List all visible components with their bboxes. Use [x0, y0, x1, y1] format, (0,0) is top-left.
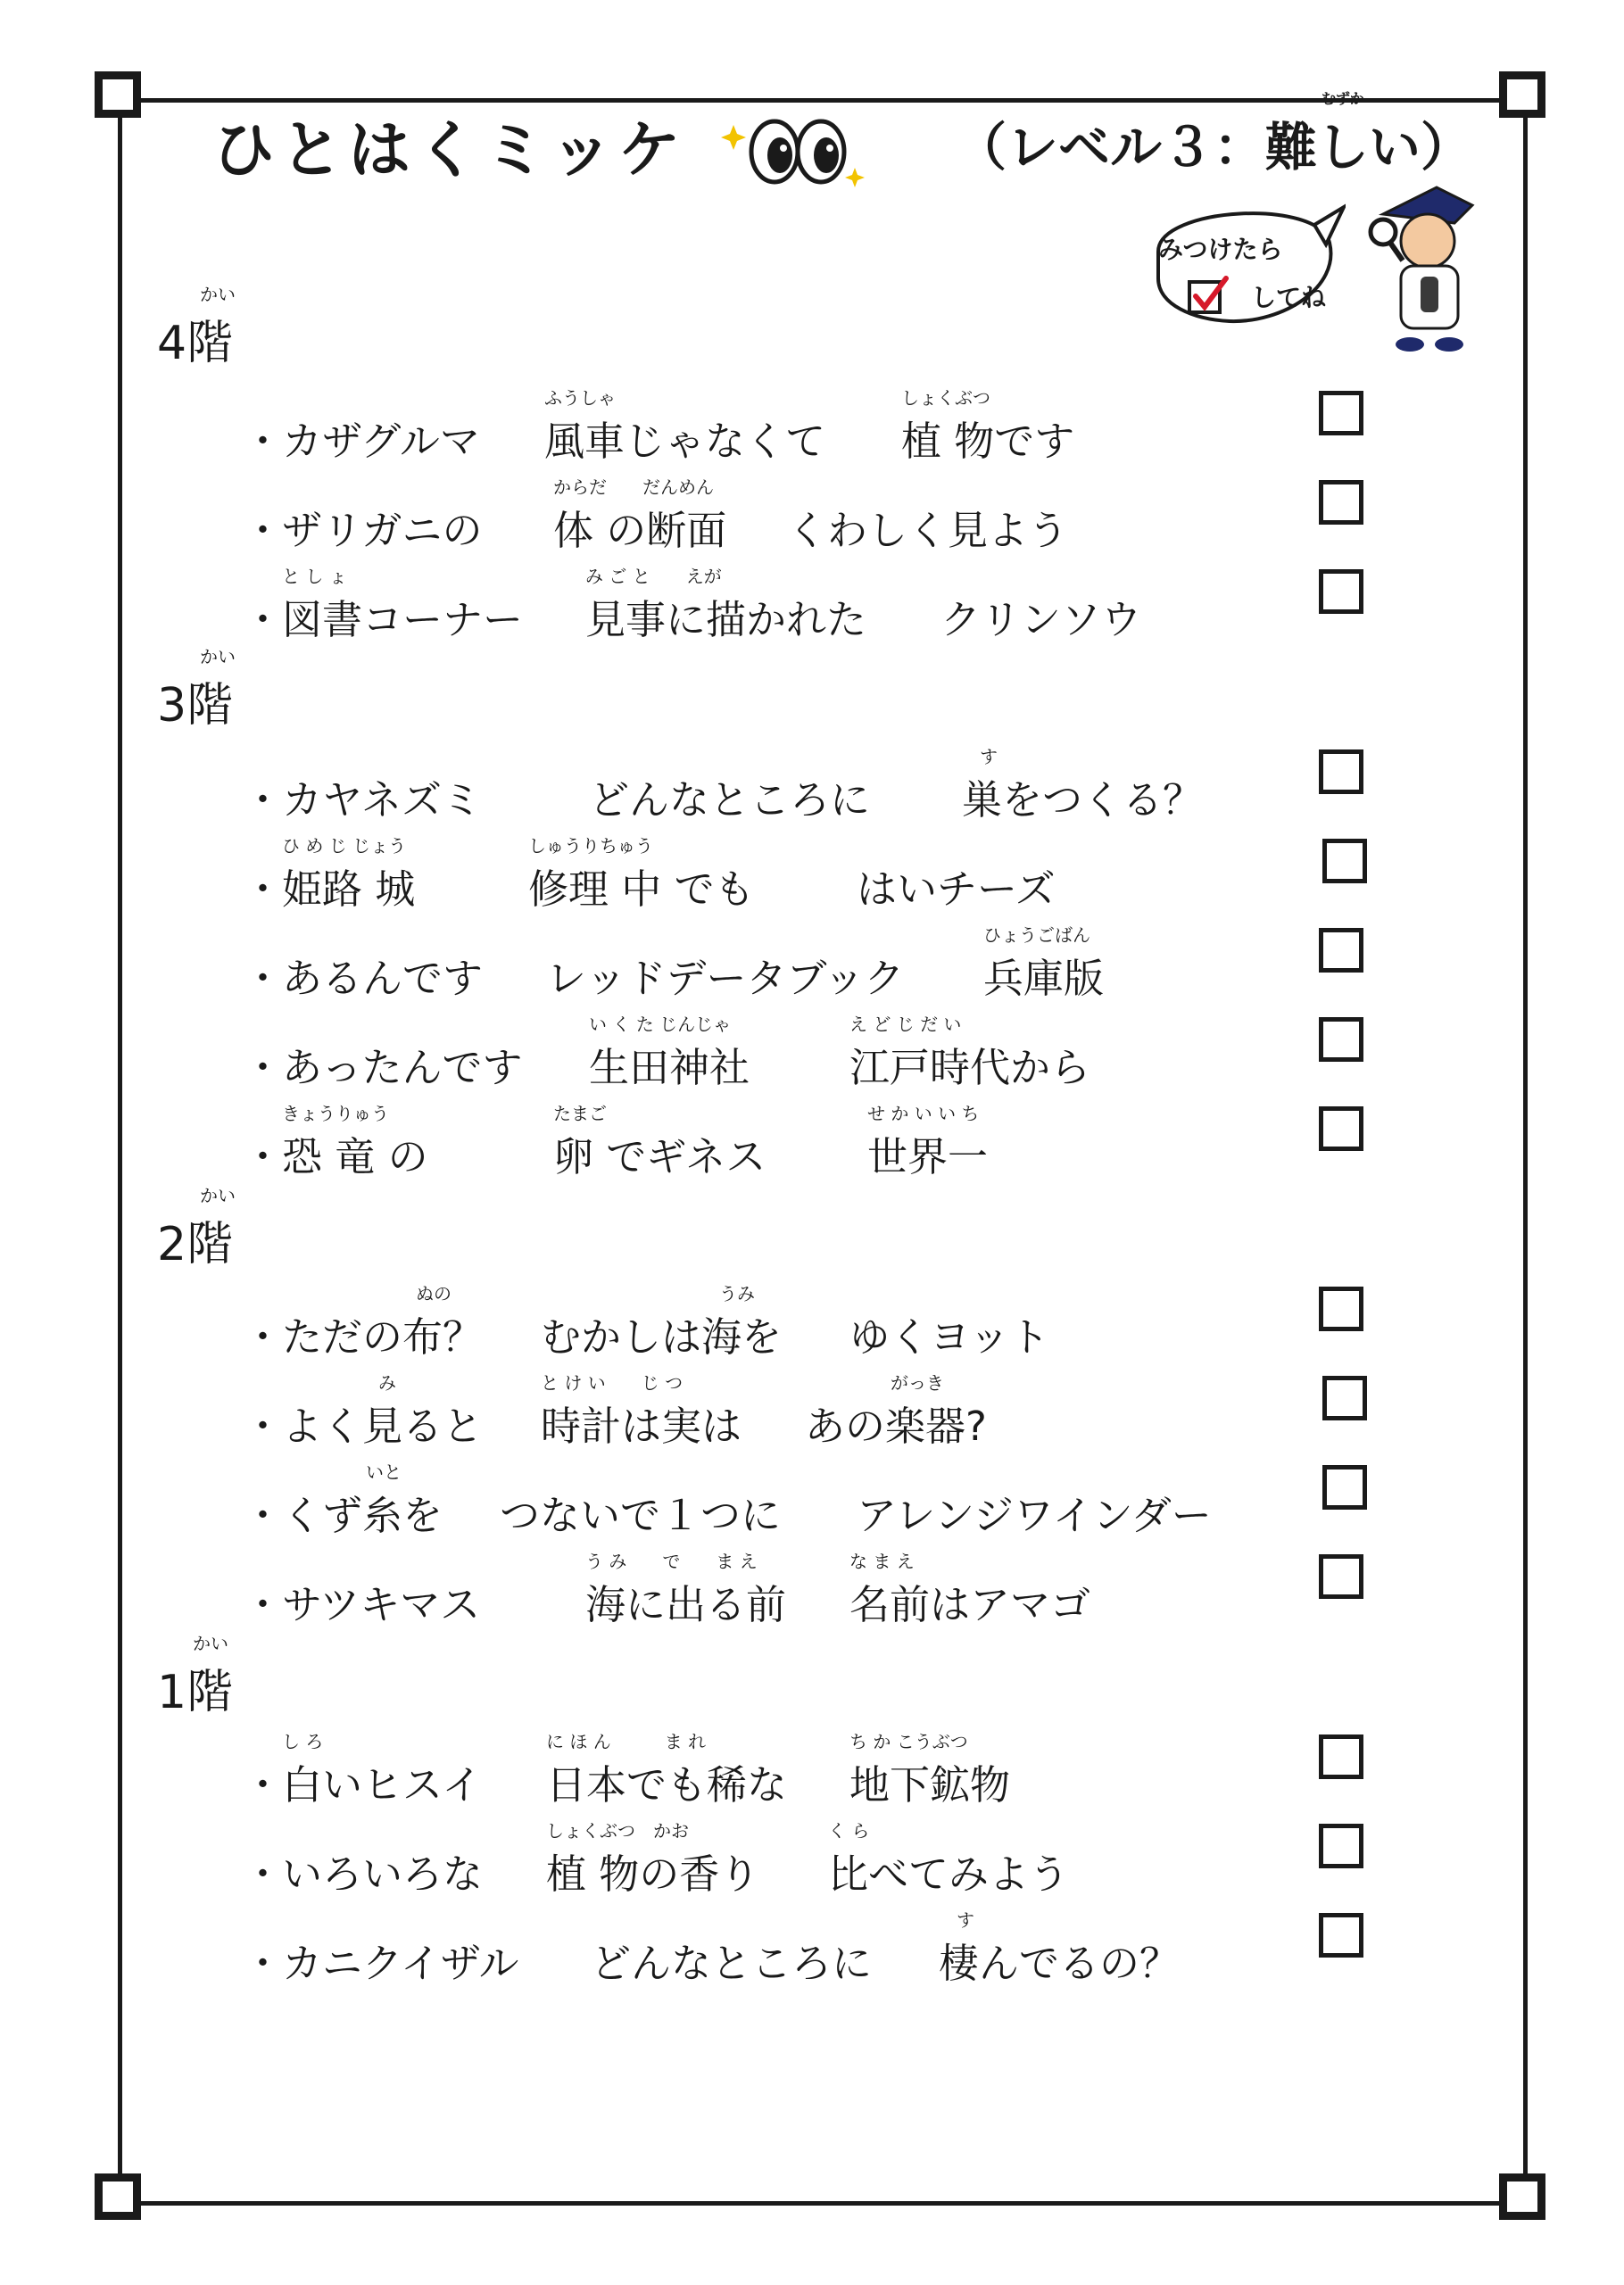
- item-seg: [867, 1103, 989, 1182]
- checkbox[interactable]: [1319, 569, 1363, 614]
- checkbox[interactable]: [1322, 1376, 1367, 1420]
- bullet: ・: [243, 507, 284, 554]
- item-text: 時計は実は: [541, 1403, 742, 1450]
- item-seg: [585, 1551, 787, 1630]
- item-text: カヤネズミ: [282, 776, 483, 824]
- ruby: し ろ: [282, 1731, 324, 1752]
- bullet: ・: [243, 865, 284, 913]
- item-seg: [591, 1931, 872, 1989]
- checkbox[interactable]: [1322, 1465, 1367, 1510]
- item-text: 恐 竜 の: [282, 1133, 428, 1180]
- item-seg: [849, 1731, 1011, 1810]
- item-seg: [282, 1103, 428, 1182]
- bullet: ・: [243, 418, 284, 465]
- corner-square-bottom-left: [95, 2173, 141, 2220]
- checkbox[interactable]: [1319, 1106, 1363, 1151]
- ruby: せ か い い ち: [867, 1103, 980, 1124]
- floor-label: 1階: [157, 1666, 234, 1719]
- item-text: 地下鉱物: [849, 1761, 1011, 1809]
- ruby: と し ょ: [282, 566, 347, 587]
- item-text: 海に出る前: [585, 1581, 787, 1628]
- item-text: 生田神社: [589, 1044, 750, 1091]
- level-word: [1265, 90, 1421, 180]
- bullet: ・: [243, 955, 284, 1002]
- item-text: サツキマス: [282, 1581, 481, 1628]
- item-seg: [585, 566, 867, 645]
- item-text: くず糸を: [282, 1492, 443, 1539]
- corner-square-bottom-right: [1499, 2173, 1545, 2220]
- floor-ruby: かい: [200, 284, 236, 305]
- item-seg: [849, 1304, 1049, 1362]
- checkbox[interactable]: [1319, 391, 1363, 435]
- item-seg: [553, 1103, 766, 1182]
- item-seg: [282, 1572, 480, 1630]
- floor-heading-2: [157, 1185, 236, 1273]
- ruby: み ご と えが: [585, 566, 722, 587]
- item-text: 白いヒスイ: [282, 1761, 483, 1809]
- item-seg: [541, 1372, 742, 1452]
- bubble-line1: みつけたら: [1158, 235, 1283, 264]
- item-text: ザリガニの: [282, 507, 483, 554]
- item-text: どんなところに: [591, 1940, 873, 1987]
- item-text: 巣をつくる？: [962, 776, 1204, 824]
- ruby: うみ: [719, 1283, 755, 1304]
- bullet: ・: [243, 1133, 284, 1180]
- item-text: あるんです: [282, 955, 484, 1002]
- item-text: 見事に描かれた: [585, 596, 867, 643]
- item-text: どんなところに: [589, 776, 871, 824]
- bubble-line2: してね: [1251, 283, 1327, 312]
- floor-heading-1: [157, 1633, 234, 1721]
- checkbox[interactable]: [1319, 480, 1363, 525]
- item-text: 修理 中 でも: [528, 865, 755, 913]
- ruby: しゅうりちゅう: [528, 835, 653, 857]
- ruby: きょうりゅう: [282, 1103, 389, 1124]
- item-seg: [901, 387, 1075, 467]
- floor-heading-3: [157, 646, 236, 734]
- floor-heading-4: [157, 284, 236, 372]
- item-seg: [828, 1820, 1070, 1900]
- item-seg: [282, 566, 524, 645]
- checkbox[interactable]: [1319, 1554, 1363, 1599]
- item-text: 世界一: [867, 1133, 989, 1180]
- item-seg: [940, 587, 1141, 645]
- bullet: ・: [243, 1403, 284, 1450]
- bullet: ・: [243, 1044, 284, 1091]
- bullet: ・: [243, 596, 284, 643]
- item-text: あったんです: [282, 1044, 523, 1091]
- item-seg: [282, 1372, 484, 1452]
- floor-label: 2階: [157, 1218, 234, 1271]
- item-seg: [282, 409, 480, 467]
- item-seg: [553, 476, 727, 556]
- bullet: ・: [243, 1492, 284, 1539]
- item-seg: [541, 1283, 783, 1362]
- ruby: え ど じ だ い: [849, 1014, 962, 1035]
- bullet: ・: [243, 776, 284, 824]
- ruby: す: [980, 746, 998, 767]
- item-seg: [962, 746, 1204, 825]
- item-seg: [787, 498, 1068, 556]
- item-seg: [282, 1731, 483, 1810]
- ruby: に ほ ん ま れ: [546, 1731, 707, 1752]
- ruby: たまご: [553, 1103, 607, 1124]
- checkbox[interactable]: [1319, 1824, 1363, 1868]
- corner-square-top-left: [95, 71, 141, 118]
- item-text: カザグルマ: [282, 418, 480, 465]
- level-label: [955, 90, 1473, 180]
- item-seg: [282, 835, 416, 915]
- floor-ruby: かい: [200, 646, 236, 667]
- speech-bubble: [1131, 189, 1346, 345]
- item-text: 日本でも稀な: [546, 1761, 788, 1809]
- checkbox[interactable]: [1319, 1913, 1363, 1958]
- item-text: 風車じゃなくて: [544, 418, 826, 465]
- ruby: く ら: [828, 1820, 870, 1842]
- item-seg: [282, 498, 483, 556]
- item-text: くわしく見よう: [787, 507, 1069, 554]
- level-word-text: 難しい: [1265, 117, 1421, 178]
- bullet: ・: [243, 1581, 284, 1628]
- item-text: 名前はアマゴ: [849, 1581, 1091, 1628]
- floor-ruby: かい: [200, 1185, 236, 1206]
- item-text: よく見ると: [282, 1403, 484, 1450]
- item-text: 卵 でギネス: [553, 1133, 766, 1180]
- eyes-icon: [721, 105, 873, 195]
- check-icon: [1187, 275, 1231, 319]
- item-text: 植 物です: [901, 418, 1075, 465]
- item-seg: [282, 1283, 484, 1362]
- item-seg: [282, 1931, 519, 1989]
- item-seg: [589, 1014, 750, 1093]
- ruby: ひょうごばん: [983, 924, 1090, 946]
- item-text: 比べてみよう: [828, 1850, 1070, 1898]
- item-seg: [857, 857, 1056, 915]
- item-text: 兵庫版: [983, 955, 1105, 1002]
- level-ruby: むずか: [1322, 90, 1365, 107]
- item-text: はいチーズ: [857, 865, 1056, 913]
- floor-ruby: かい: [193, 1633, 228, 1654]
- item-text: あの楽器?: [805, 1403, 987, 1450]
- item-text: ゆくヨット: [849, 1313, 1050, 1361]
- corner-square-top-right: [1499, 71, 1545, 118]
- item-seg: [857, 1483, 1212, 1541]
- ruby: な ま え: [849, 1551, 915, 1572]
- item-seg: [546, 946, 904, 1004]
- checkbox[interactable]: [1319, 1017, 1363, 1062]
- item-text: いろいろな: [282, 1850, 484, 1898]
- ruby: いと: [366, 1461, 402, 1483]
- item-text: むかしは海を: [541, 1313, 783, 1361]
- item-text: 棲んでるの？: [939, 1940, 1181, 1987]
- bullet: ・: [243, 1313, 284, 1361]
- item-text: 姫路 城: [282, 865, 416, 913]
- item-seg: [282, 1461, 443, 1541]
- item-seg: [528, 835, 755, 915]
- ruby: からだ だんめん: [553, 476, 714, 498]
- bullet: ・: [243, 1761, 284, 1809]
- item-text: レッドデータブック: [546, 955, 905, 1002]
- item-seg: [939, 1909, 1181, 1989]
- checkbox[interactable]: [1319, 1734, 1363, 1779]
- item-seg: [544, 387, 826, 467]
- item-seg: [500, 1483, 781, 1541]
- item-text: ただの布？: [282, 1313, 484, 1361]
- level-open: （レベル３：: [955, 117, 1266, 178]
- checkbox[interactable]: [1319, 1287, 1363, 1331]
- bullet: ・: [243, 1940, 284, 1987]
- ruby: ふうしゃ: [544, 387, 616, 409]
- ruby: す: [957, 1909, 974, 1931]
- checkbox[interactable]: [1322, 839, 1367, 883]
- item-seg: [805, 1372, 987, 1452]
- item-text: 図書コーナー: [282, 596, 524, 643]
- ruby: と け い じ つ: [541, 1372, 684, 1394]
- item-seg: [282, 1842, 483, 1900]
- item-seg: [546, 1820, 760, 1900]
- item-seg: [849, 1551, 1091, 1630]
- ruby: ひ め じ じょう: [282, 835, 407, 857]
- item-text: クリンソウ: [940, 596, 1142, 643]
- floor-label: 3階: [157, 679, 234, 733]
- item-seg: [282, 767, 482, 825]
- item-text: つないで１つに: [500, 1492, 782, 1539]
- ruby: う み で ま え: [585, 1551, 758, 1572]
- ruby: ち か こうぶつ: [849, 1731, 968, 1752]
- ruby: しょくぶつ かお: [546, 1820, 689, 1842]
- checkbox[interactable]: [1319, 928, 1363, 973]
- item-seg: [849, 1014, 1091, 1093]
- item-text: 体 の断面: [553, 507, 727, 554]
- ruby: がっき: [891, 1372, 944, 1394]
- item-seg: [282, 1035, 523, 1093]
- item-seg: [589, 767, 870, 825]
- ruby: い く た じんじゃ: [589, 1014, 732, 1035]
- ruby: しょくぶつ: [901, 387, 990, 409]
- bullet: ・: [243, 1850, 284, 1898]
- item-text: 植 物の香り: [546, 1850, 760, 1898]
- level-close: ）: [1421, 117, 1473, 178]
- floor-label: 4階: [157, 317, 234, 370]
- ruby: み: [378, 1372, 396, 1394]
- item-text: 江戸時代から: [849, 1044, 1091, 1091]
- detective-mascot-icon: [1356, 178, 1490, 357]
- item-seg: [282, 946, 483, 1004]
- item-text: カニクイザル: [282, 1940, 519, 1987]
- page-title: ひとはくミッケ: [212, 113, 686, 186]
- ruby: ぬの: [416, 1283, 452, 1304]
- checkbox[interactable]: [1319, 749, 1363, 794]
- item-seg: [546, 1731, 788, 1810]
- item-seg: [983, 924, 1105, 1004]
- item-text: アレンジワインダー: [857, 1492, 1212, 1539]
